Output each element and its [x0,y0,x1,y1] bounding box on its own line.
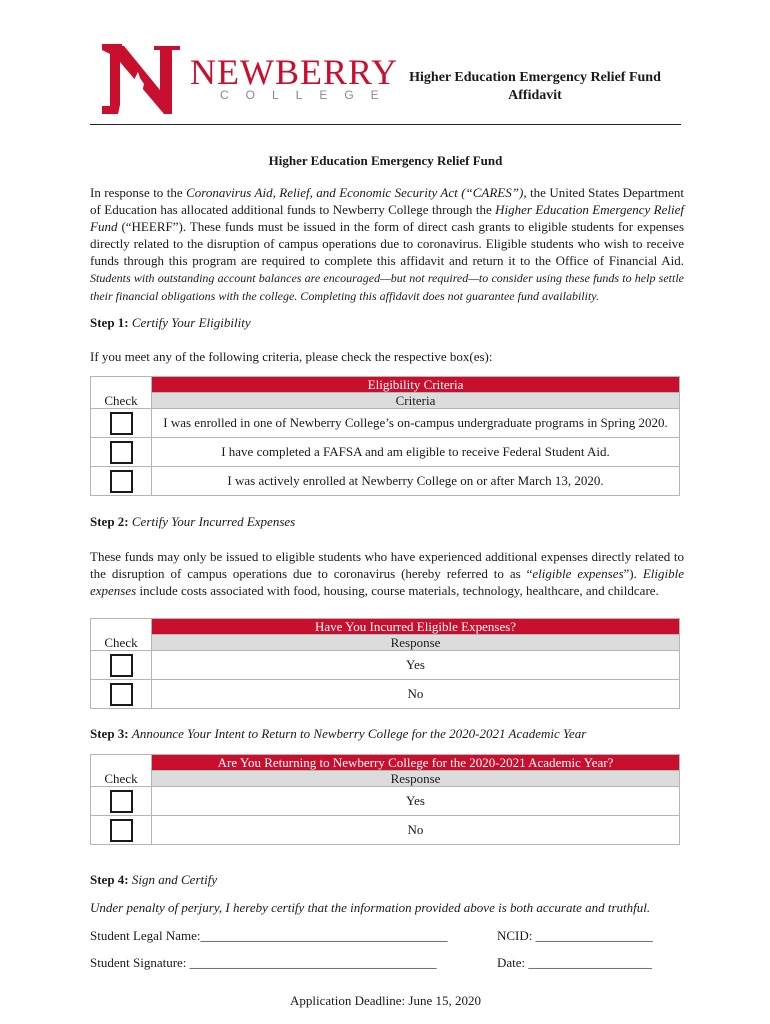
date-field[interactable]: Date: ___________________ [497,955,652,970]
intro-paragraph: In response to the Coronavirus Aid, Relief, and Economic Security Act (“CARES”), the United States Department of Education has allocated additional funds to Newberry College through the Higher Education Emergency Relief Fund (“HEERF”). These funds must be issued in the form of direct cash grants to eligible students for expenses directly related to the disruption of campus operations due to coronavirus. Eligible students who wish to receive funds through this program are required to complete this affidavit and return it to the Office of Financial Aid. Students with outstanding account balances are encouraged—but not required—to consider using these funds to help settle their financial obligations with the college. Completing this affidavit does not guarantee fund availability. [90,185,685,303]
table-row: No [91,680,680,709]
checkbox-fafsa[interactable] [110,441,133,464]
logo-name: NEWBERRY [190,52,399,92]
eligibility-table-title: Eligibility Criteria [152,377,680,393]
checkbox-expenses-yes[interactable] [110,654,133,677]
expenses-table-title: Have You Incurred Eligible Expenses? [152,619,680,635]
criteria-column-header: Criteria [152,393,680,409]
returning-table-title: Are You Returning to Newberry College for the 2020-2021 Academic Year? [152,755,680,771]
newberry-n-wolf-icon [100,44,190,116]
table-row: I have completed a FAFSA and am eligible to receive Federal Student Aid. [91,438,680,467]
check-column-header: Check [91,771,152,787]
step1-heading: Step 1: Certify Your Eligibility [90,315,251,330]
eligibility-table [90,376,680,496]
table-row: Yes [91,651,680,680]
check-column-header: Check [91,635,152,651]
response-column-header: Response [152,635,680,651]
table-row: No [91,816,680,845]
checkbox-expenses-no[interactable] [110,683,133,706]
certification-statement: Under penalty of perjury, I hereby certify that the information provided above is both accurate and truthful. [90,900,651,915]
header-divider [90,124,681,125]
college-logo [100,44,399,116]
checkbox-enrolled-march[interactable] [110,470,133,493]
document-title-line2: Affidavit [508,88,562,103]
student-legal-name-field[interactable]: Student Legal Name:______________________________________ [90,928,448,943]
table-row: Yes [91,787,680,816]
logo-subtitle: COLLEGE [220,88,396,102]
table-row: I was enrolled in one of Newberry College’s on-campus undergraduate programs in Spring 2020. [91,409,680,438]
checkbox-enrolled-spring[interactable] [110,412,133,435]
step1-prompt: If you meet any of the following criteria, please check the respective box(es): [90,349,493,364]
step2-paragraph: These funds may only be issued to eligible students who have experienced additional expenses directly related to the disruption of campus operations due to coronavirus (hereby referred to as “eligible expenses”). Eligible expenses include costs associated with food, housing, course materials, technology, healthcare, and childcare. [90,549,684,598]
section-heading: Higher Education Emergency Relief Fund [268,153,503,168]
step2-heading: Step 2: Certify Your Incurred Expenses [90,514,296,529]
expenses-table [90,618,680,709]
checkbox-returning-yes[interactable] [110,790,133,813]
student-signature-field[interactable]: Student Signature: ______________________________________ [90,955,437,970]
step3-heading: Step 3: Announce Your Intent to Return to Newberry College for the 2020-2021 Academic Year [90,726,587,741]
check-column-header: Check [91,393,152,409]
returning-table [90,754,680,845]
response-column-header: Response [152,771,680,787]
checkbox-returning-no[interactable] [110,819,133,842]
document-title-line1: Higher Education Emergency Relief Fund [409,70,661,85]
ncid-field[interactable]: NCID: __________________ [497,928,653,943]
table-row: I was actively enrolled at Newberry College on or after March 13, 2020. [91,467,680,496]
step4-heading: Step 4: Sign and Certify [90,872,218,887]
application-deadline: Application Deadline: June 15, 2020 [290,993,481,1008]
